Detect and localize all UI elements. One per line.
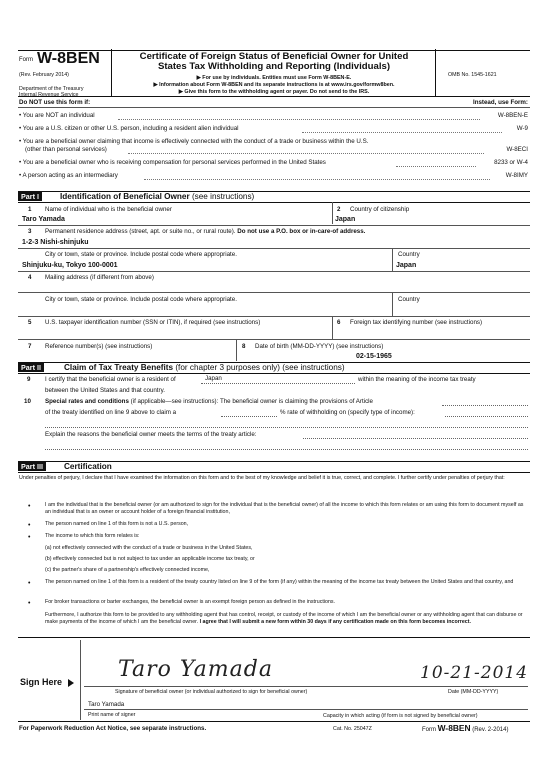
bullet-4: • xyxy=(28,580,31,587)
country-label: Country xyxy=(398,251,420,258)
line10-text-c: % rate of withholding on (specify type of income): xyxy=(280,409,415,416)
donot-form-3: W-8ECI xyxy=(506,146,528,153)
line1-label: Name of individual who is the beneficial owner xyxy=(45,206,172,213)
date-of-birth[interactable]: 02-15-1965 xyxy=(356,353,392,360)
line9-text-a: I certify that the beneficial owner is a resident of xyxy=(45,376,176,383)
date-label: Date (MM-DD-YYYY) xyxy=(448,689,499,695)
cert-furthermore-bold: I agree that I will submit a new form within 30 days if any certification made on this form becomes incorrect. xyxy=(199,618,471,625)
line3-number: 3 xyxy=(28,228,32,235)
line10-text-a: (if applicable—see instructions): The beneficial owner is claiming the provisions of Article xyxy=(130,398,373,405)
line1-number: 1 xyxy=(28,206,32,213)
part2-title: Claim of Tax Treaty Benefits (for chapter 3 purposes only) (see instructions) xyxy=(64,363,345,372)
bullet-2: • xyxy=(28,522,31,529)
signature-date[interactable]: 10-21-2014 xyxy=(420,663,529,683)
catalog-number: Cat. No. 25047Z xyxy=(333,726,372,732)
donot-form-1: W-8BEN-E xyxy=(497,112,528,119)
donot-row-5: • A person acting as an intermediary xyxy=(19,172,118,179)
owner-signature[interactable]: Taro Yamada xyxy=(118,657,273,682)
line10-explain: Explain the reasons the beneficial owner meets the terms of the treaty article: xyxy=(45,431,257,438)
line3-bold-note: Do not use a P.O. box or in-care-of address. xyxy=(237,228,366,235)
instead-title: Instead, use Form: xyxy=(472,99,528,106)
revision-date: (Rev. February 2014) xyxy=(19,72,69,78)
cert-bullet-1: I am the individual that is the beneficial owner (or am authorized to sign for the individual that is the beneficial owner) of all the income to which this form relates or am using this form to document myself as an individual that is an owner or account holder of a foreign financial institution, xyxy=(45,502,524,515)
footer-revision: (Rev. 2-2014) xyxy=(472,727,509,733)
line9-number: 9 xyxy=(27,376,31,383)
part3-label: Part III xyxy=(18,462,46,471)
donot-row-2: • You are a U.S. citizen or other U.S. person, including a resident alien individual xyxy=(19,125,239,132)
cert-bullet-3c: (c) the partner's share of a partnership's effectively connected income, xyxy=(45,567,210,573)
line2-label: Country of citizenship xyxy=(350,206,410,213)
cert-furthermore: Furthermore, I authorize this form to be provided to any withholding agent that has control, receipt, or custody of the income of which I am the beneficial owner or any withholding agent that can disburse or make payments of the income of which I am the beneficial owner. xyxy=(45,612,523,625)
line4-number: 4 xyxy=(28,274,32,281)
line7-label: Reference number(s) (see instructions) xyxy=(45,343,153,350)
line10-text-b: of the treaty identified on line 9 above to claim a xyxy=(45,409,177,416)
beneficial-owner-name[interactable]: Taro Yamada xyxy=(22,216,65,223)
cert-bullet-3: The income to which this form relates is: xyxy=(45,533,140,539)
donot-row-4: • You are a beneficial owner who is receiving compensation for personal services performed in the United States xyxy=(19,159,326,166)
line6-label: Foreign tax identifying number (see instructions) xyxy=(350,319,483,326)
signature-label: Signature of beneficial owner (or individual authorized to sign for beneficial owner) xyxy=(115,689,308,695)
cert-bullet-3b: (b) effectively connected but is not subject to tax under an applicable income tax treaty, or xyxy=(45,556,255,562)
line5-label: U.S. taxpayer identification number (SSN or ITIN), if required (see instructions) xyxy=(45,319,261,326)
sign-here-label: Sign Here xyxy=(20,677,63,687)
donot-form-4: 8233 or W-4 xyxy=(494,159,528,166)
donot-row-3b: (other than personal services) xyxy=(25,146,107,153)
residence-city[interactable]: Shinjuku-ku, Tokyo 100-0001 xyxy=(22,262,118,269)
print-name-label: Print name of signer xyxy=(88,712,136,718)
form-title-line1: Certificate of Foreign Status of Beneficial Owner for United xyxy=(139,51,409,62)
citizenship-country[interactable]: Japan xyxy=(335,216,356,223)
capacity-label: Capacity in which acting (if form is not signed by beneficial owner) xyxy=(323,713,478,719)
part3-title: Certification xyxy=(64,462,112,471)
footer-form-name: W-8BEN xyxy=(437,723,471,733)
line8-number: 8 xyxy=(242,343,246,350)
line8-label: Date of birth (MM-DD-YYYY) (see instructions) xyxy=(255,343,384,350)
line4-label: Mailing address (if different from above) xyxy=(45,274,154,281)
line9-text-b: within the meaning of the income tax treaty xyxy=(358,376,476,383)
line5-number: 5 xyxy=(28,319,32,326)
instruction-line3: ▶ Give this form to the withholding agent or payer. Do not send to the IRS. xyxy=(178,89,370,95)
donot-row-1: • You are NOT an individual xyxy=(19,112,95,119)
certification-intro: Under penalties of perjury, I declare that I have examined the information on this form and to the best of my knowledge and belief it is true, correct, and complete. I further certify under penalties of perjury that: xyxy=(19,475,505,481)
bullet-5: • xyxy=(28,600,31,607)
residence-address[interactable]: 1-2-3 Nishi-shinjuku xyxy=(22,239,89,246)
line2-number: 2 xyxy=(337,206,341,213)
paperwork-notice: For Paperwork Reduction Act Notice, see separate instructions. xyxy=(19,725,207,732)
form-title-line2: States Tax Withholding and Reporting (Individuals) xyxy=(157,61,391,72)
line9-text-c: between the United States and that country. xyxy=(45,387,165,394)
line3-label: Permanent residence address (street, apt. or suite no., or rural route). xyxy=(45,228,236,235)
sign-here-arrow-icon xyxy=(68,679,74,687)
bullet-3: • xyxy=(28,534,31,541)
residence-country[interactable]: Japan xyxy=(396,262,417,269)
part1-label: Part I xyxy=(18,192,42,201)
part2-label: Part II xyxy=(18,363,44,372)
footer-form-word: Form xyxy=(422,727,436,733)
line7-number: 7 xyxy=(28,343,32,350)
city2-label: City or town, state or province. Include postal code where appropriate. xyxy=(45,296,237,303)
instruction-line2: ▶ Information about Form W-8BEN and its separate instructions is at www.irs.gov/formw8ben. xyxy=(153,82,395,88)
donot-row-3: • You are a beneficial owner claiming that income is effectively connected with the conduct of a trade or business within the U.S. xyxy=(19,138,369,145)
printed-signer-name[interactable]: Taro Yamada xyxy=(88,701,125,708)
instruction-line1: ▶ For use by individuals. Entities must use Form W-8BEN-E. xyxy=(196,75,352,81)
line10-number: 10 xyxy=(24,398,31,405)
form-name: W-8BEN xyxy=(37,50,100,67)
form-word: Form xyxy=(19,57,33,63)
cert-bullet-4: The person named on line 1 of this form is a resident of the treaty country listed on line 9 of the form (if any) within the meaning of the income tax treaty between the United States and that country, and xyxy=(45,579,514,585)
cert-bullet-5: For broker transactions or barter exchanges, the beneficial owner is an exempt foreign person as defined in the instructions. xyxy=(45,599,336,605)
city-label: City or town, state or province. Include postal code where appropriate. xyxy=(45,251,237,258)
donot-title: Do NOT use this form if: xyxy=(19,99,91,106)
donot-form-2: W-9 xyxy=(516,125,528,132)
part1-title: Identification of Beneficial Owner (see instructions) xyxy=(60,192,255,201)
line6-number: 6 xyxy=(337,319,341,326)
irs: Internal Revenue Service xyxy=(19,92,79,98)
country2-label: Country xyxy=(398,296,420,303)
donot-form-5: W-8IMY xyxy=(505,172,528,179)
omb-number: OMB No. 1545-1621 xyxy=(448,72,497,78)
treaty-country[interactable]: Japan xyxy=(205,375,222,382)
cert-bullet-2: The person named on line 1 of this form is not a U.S. person, xyxy=(45,521,189,527)
cert-bullet-3a: (a) not effectively connected with the conduct of a trade or business in the United States, xyxy=(45,545,253,551)
bullet-1: • xyxy=(28,503,31,510)
department: Department of the Treasury xyxy=(19,86,84,92)
line10-bold: Special rates and conditions xyxy=(45,398,129,405)
